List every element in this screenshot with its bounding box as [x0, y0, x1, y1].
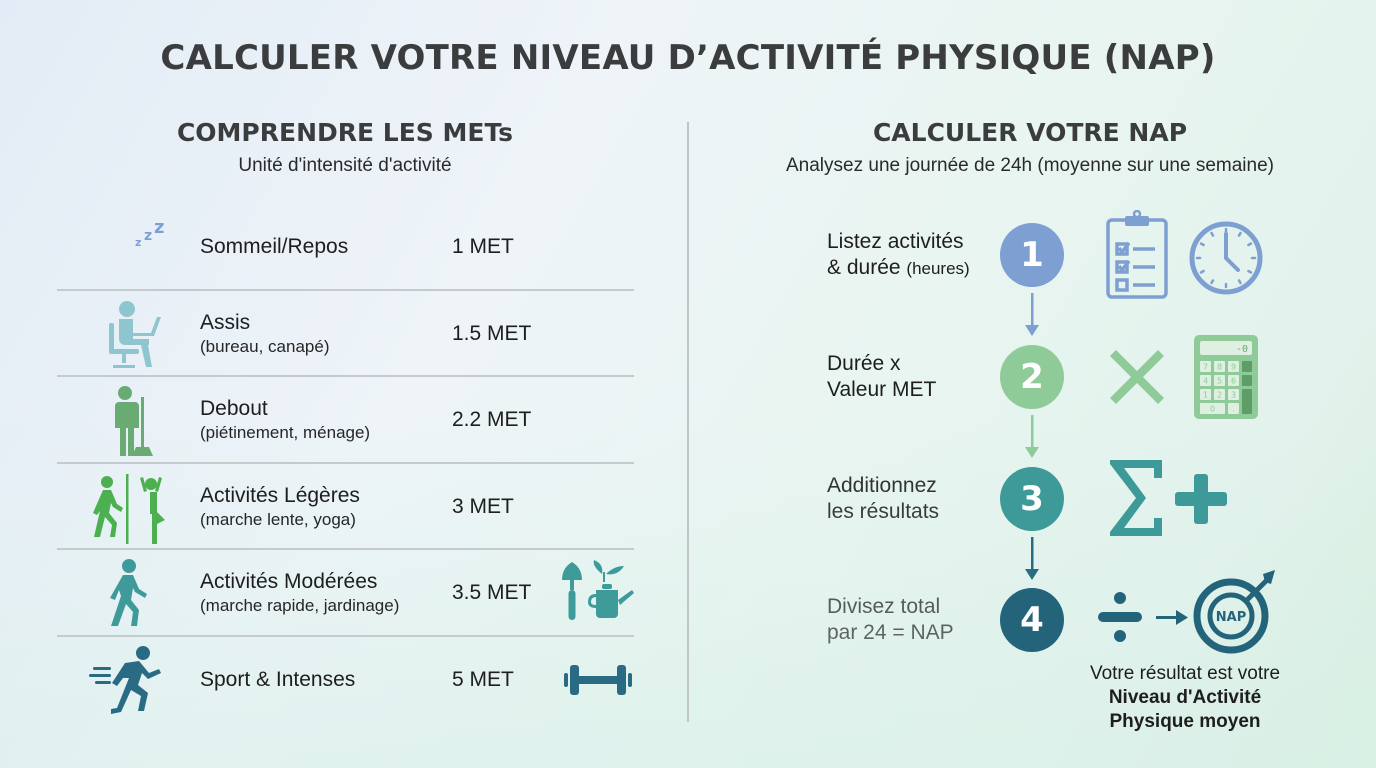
step-2-line2: Valeur MET [827, 378, 937, 401]
met-value: 3.5 MET [452, 581, 532, 604]
met-value: 5 MET [452, 667, 514, 691]
svg-text:2: 2 [1216, 390, 1223, 400]
svg-text:5: 5 [1216, 376, 1223, 386]
met-label: Activités Modérées [200, 570, 378, 593]
met-row-standing [57, 377, 634, 464]
step-1-unit: (heures) [906, 259, 970, 278]
step-3-line1: Additionnez [827, 474, 937, 497]
dumbbell-icon [562, 647, 634, 713]
standing-broom-icon [87, 385, 169, 457]
met-label: Assis [200, 310, 251, 334]
step-4-badge: 4 [1000, 588, 1064, 652]
clock-icon [1188, 220, 1264, 296]
arrow-down-icon [1025, 537, 1039, 581]
step-3-line2: les résultats [827, 500, 940, 523]
svg-text:z: z [135, 236, 142, 249]
met-sub: (marche rapide, jardinage) [200, 596, 400, 615]
svg-text:7: 7 [1202, 362, 1209, 372]
result-line1: Votre résultat est votre [1089, 663, 1281, 684]
arrow-down-icon [1025, 293, 1039, 337]
met-row-sitting [57, 291, 634, 378]
step-2-line1: Durée x [827, 352, 901, 375]
met-label: Sport & Intenses [200, 667, 356, 691]
sitting-laptop-icon [87, 299, 169, 371]
result-text [1060, 662, 1310, 734]
step-4-line2: par 24 = NAP [827, 621, 954, 644]
svg-text:1: 1 [1202, 390, 1209, 400]
step-4-text [827, 594, 954, 646]
met-value: 3 MET [452, 494, 514, 518]
met-label: Debout [200, 397, 268, 420]
running-icon [87, 645, 169, 717]
page-title: CALCULER VOTRE NIVEAU D’ACTIVITÉ PHYSIQUE (NAP) [160, 38, 1216, 78]
met-row-sleep [57, 204, 634, 291]
svg-text:3: 3 [1230, 390, 1237, 400]
met-label: Activités Légères [200, 483, 360, 507]
divide-icon [1098, 590, 1190, 644]
step-2-badge: 2 [1000, 345, 1064, 409]
met-sub: (piétinement, ménage) [200, 423, 371, 442]
brisk-walk-icon [87, 558, 169, 630]
nap-heading: CALCULER VOTRE NAP [872, 118, 1188, 147]
svg-text:.: . [1232, 404, 1235, 414]
met-sub: (bureau, canapé) [200, 336, 330, 356]
met-row-moderate [57, 550, 634, 637]
met-label: Sommeil/Repos [200, 235, 349, 258]
walking-yoga-icon [87, 472, 169, 544]
nap-subheading: Analysez une journée de 24h (moyenne sur une semaine) [786, 155, 1274, 176]
svg-text:0: 0 [1209, 404, 1216, 414]
met-list [57, 204, 634, 723]
garden-tools-icon [562, 560, 634, 626]
result-line2: Niveau d'Activité [1108, 687, 1262, 708]
calculator-icon [1194, 335, 1258, 419]
mets-header [130, 118, 560, 177]
step-3-text [827, 473, 939, 525]
step-4-line1: Divisez total [827, 595, 941, 618]
target-label: NAP [1215, 610, 1247, 625]
step-2-text [827, 351, 936, 403]
plus-icon [1175, 474, 1227, 524]
met-value: 2.2 MET [452, 408, 532, 431]
nap-header [730, 118, 1330, 177]
met-sub: (marche lente, yoga) [200, 509, 356, 529]
step-1-text [827, 229, 970, 282]
svg-text:8: 8 [1216, 362, 1223, 372]
checklist-clipboard-icon [1105, 210, 1169, 300]
met-row-intense [57, 637, 634, 724]
svg-text:z: z [144, 228, 153, 244]
mets-subheading: Unité d'intensité d'activité [238, 155, 452, 176]
svg-text:z: z [154, 217, 165, 238]
step-1-badge: 1 [1000, 223, 1064, 287]
svg-text:9: 9 [1230, 362, 1237, 372]
multiply-icon [1108, 348, 1166, 406]
met-row-light [57, 464, 634, 551]
svg-text:6: 6 [1230, 376, 1237, 386]
met-value: 1 MET [452, 235, 514, 258]
sigma-icon [1108, 458, 1166, 538]
calculator-display: -0 [1235, 344, 1248, 355]
result-line3: Physique moyen [1109, 711, 1261, 732]
met-value: 1.5 MET [452, 321, 532, 345]
svg-text:4: 4 [1202, 376, 1209, 386]
moon-sleep-icon [87, 212, 169, 284]
arrow-down-icon [1025, 415, 1039, 459]
step-1-line1: Listez activités [827, 230, 964, 253]
column-divider [687, 122, 689, 722]
mets-heading: COMPRENDRE LES METs [176, 118, 514, 147]
target-nap-icon [1193, 570, 1279, 656]
step-3-badge: 3 [1000, 467, 1064, 531]
step-1-line2: & durée [827, 256, 901, 279]
